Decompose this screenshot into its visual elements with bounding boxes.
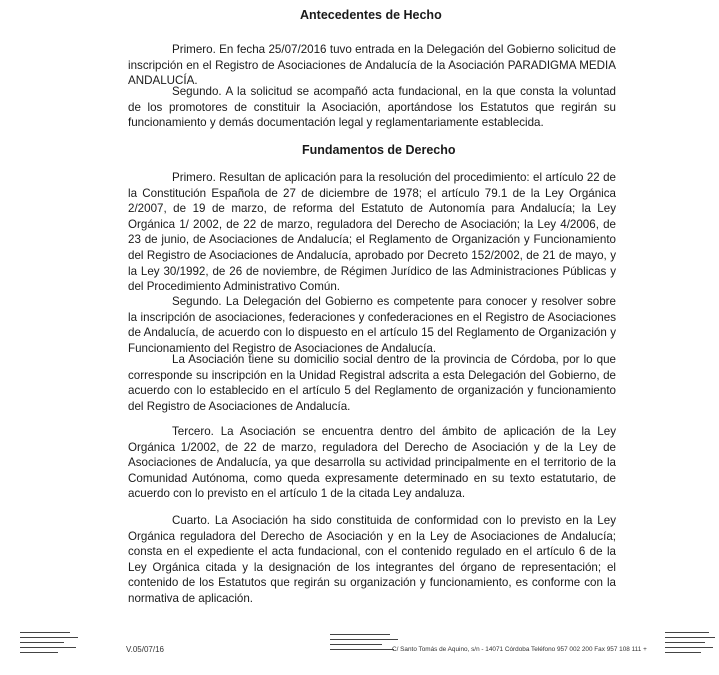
fundamentos-tercero: Tercero. La Asociación se encuentra dentro del ámbito de aplicación de la Ley Orgánica 1/2002, de 22 de marzo, reguladora del Derecho de Asociación y de la Ley de Asociaciones de Andalucía, ya que desarrolla su actividad principalmente en el territorio de la Comunidad Autónoma, como queda expresamente determinado en su texto estatutario, de acuerdo con lo previsto en el artículo 1 de la citada Ley andaluza. — [128, 425, 616, 501]
heading-antecedentes: Antecedentes de Hecho — [300, 8, 442, 22]
fundamentos-segundo-domicilio: La Asociación tiene su domicilio social dentro de la provincia de Córdoba, por lo que corresponde su inscripción en la Unidad Registral adscrita a esta Delegación del Gobierno, de acuerdo con lo establecido en el artículo 5 del Reglamento de organización y funcionamiento del Registro de Asociaciones de Andalucía. — [128, 353, 616, 413]
footer-address: C/ Santo Tomás de Aquino, s/n - 14071 Córdoba Teléfono 957 002 200 Fax 957 108 111 + — [392, 646, 647, 653]
heading-fundamentos: Fundamentos de Derecho — [302, 143, 456, 157]
fundamentos-cuarto: Cuarto. La Asociación ha sido constituida de conformidad con lo previsto en la Ley Orgánica reguladora del Derecho de Asociación y en la Ley de Asociaciones de Andalucía; consta en el expediente el acta fundacional, con el contenido regulado en el artículo 6 de la Ley Orgánica citada y la designación de los integrantes del órgano de representación; el contenido de los Estatutos que regirán su organización y funcionamiento, es conforme con la normativa de aplicación. — [128, 514, 616, 605]
scan-artifact-left — [20, 628, 80, 658]
antecedentes-segundo: Segundo. A la solicitud se acompañó acta fundacional, en la que consta la voluntad de los promotores de constituir la Asociación, aportándose los Estatutos que regirán su funcionamiento y demás documentación legal y reglamentariamente establecida. — [128, 85, 616, 130]
scan-artifact-right — [665, 628, 715, 658]
fundamentos-primero: Primero. Resultan de aplicación para la resolución del procedimiento: el artículo 22 de la Constitución Española de 27 de diciembre de 1978; el artículo 79.1 de la Ley Orgánica 2/2007, de 19 de marzo, de reforma del Estatuto de Autonomía para Andalucía; la Ley Orgánica 1/ 2002, de 22 de marzo, reguladora del Derecho de Asociación; la Ley 4/2006, de 23 de junio, de Asociaciones de Andalucía; el Reglamento de Organización y Funcionamiento del Registro de Asociaciones de Andalucía, aprobado por Decreto 152/2002, de 21 de mayo, y la Ley 30/1992, de 26 de noviembre, de Régimen Jurídico de las Administraciones Públicas y del Procedimiento Administrativo Común. — [128, 171, 616, 294]
fundamentos-segundo: Segundo. La Delegación del Gobierno es competente para conocer y resolver sobre la inscripción de asociaciones, federaciones y confederaciones en el Registro de Asociaciones de Andalucía, de acuerdo con lo dispuesto en el artículo 15 del Reglamento de Organización y Funcionamiento del Registro de Asociaciones de Andalucía. — [128, 295, 616, 355]
scan-artifact-middle — [330, 628, 400, 658]
footer-version: V.05/07/16 — [126, 645, 164, 654]
antecedentes-primero: Primero. En fecha 25/07/2016 tuvo entrada en la Delegación del Gobierno solicitud de inscripción en el Registro de Asociaciones de Andalucía de la Asociación PARADIGMA MEDIA ANDALUCÍA. — [128, 43, 616, 88]
